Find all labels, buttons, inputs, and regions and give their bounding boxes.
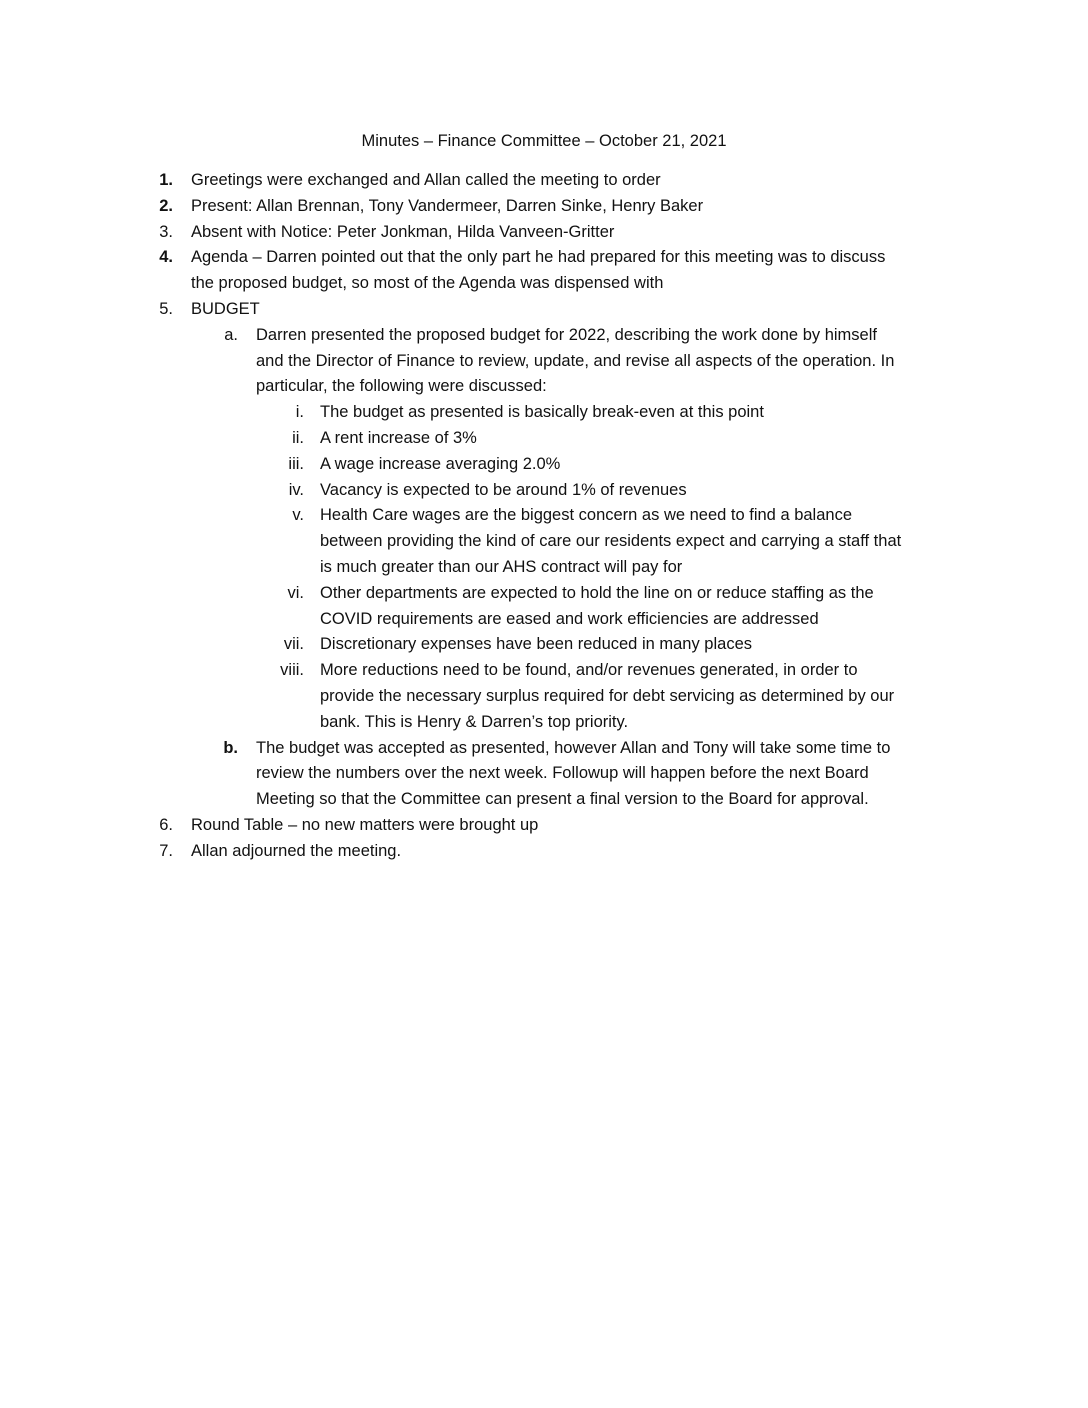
text-line: Health Care wages are the biggest concern as we need to find a balance	[320, 506, 853, 525]
list-text	[191, 813, 538, 839]
text-line: Absent with Notice: Peter Jonkman, Hilda Vanveen-Gritter	[191, 222, 615, 241]
list-number: 5.	[159, 299, 173, 318]
list-text	[256, 736, 890, 813]
sub-sub-list-item	[0, 452, 1088, 478]
list-number: 4.	[159, 248, 173, 267]
sub-sub-list-item	[0, 426, 1088, 452]
list-number: 7.	[159, 841, 173, 860]
list-text	[191, 839, 401, 865]
text-line: The budget as presented is basically break-even at this point	[320, 403, 764, 422]
minutes-list	[0, 168, 1088, 865]
text-line: provide the necessary surplus required for debt servicing as determined by our	[320, 686, 895, 705]
list-text	[320, 452, 560, 478]
list-text	[320, 581, 874, 633]
sub-sub-list-item	[0, 503, 1088, 580]
list-number: 6.	[159, 815, 173, 834]
sub-sub-list-item	[0, 400, 1088, 426]
list-number: 3.	[159, 222, 173, 241]
text-line: Discretionary expenses have been reduced in many places	[320, 635, 752, 654]
text-line: Darren presented the proposed budget for 2022, describing the work done by himself	[256, 325, 877, 344]
text-line: is much greater than our AHS contract will pay for	[320, 557, 683, 576]
list-text	[191, 245, 885, 297]
text-line: review the numbers over the next week. Followup will happen before the next Board	[256, 764, 869, 783]
sub-list-item	[0, 323, 1088, 400]
sub-sub-list-item	[0, 478, 1088, 504]
list-number: 1.	[159, 171, 173, 189]
list-item	[0, 220, 1088, 246]
list-text	[320, 400, 764, 426]
list-item	[0, 245, 1088, 297]
list-item	[0, 194, 1088, 220]
list-text	[320, 632, 752, 658]
text-line: Allan adjourned the meeting.	[191, 841, 402, 860]
text-line: Agenda – Darren pointed out that the only part he had prepared for this meeting was to discuss	[191, 248, 886, 267]
list-item	[0, 168, 1088, 194]
list-text	[320, 503, 901, 580]
list-roman: iv.	[288, 480, 304, 499]
text-line: BUDGET	[191, 299, 260, 318]
list-letter: b.	[223, 738, 238, 757]
text-line: Round Table – no new matters were brought up	[191, 815, 539, 834]
list-roman: ii.	[292, 428, 304, 447]
sub-sub-list-item	[0, 658, 1088, 735]
sub-sub-list-item	[0, 632, 1088, 658]
sub-list-item	[0, 736, 1088, 813]
text-line: and the Director of Finance to review, update, and revise all aspects of the operation. In	[256, 351, 895, 370]
list-item	[0, 297, 1088, 323]
list-item	[0, 839, 1088, 865]
list-number: 2.	[159, 196, 173, 215]
text-line: particular, the following were discussed:	[256, 377, 547, 396]
text-line: bank. This is Henry & Darren’s top priority.	[320, 712, 629, 731]
text-line: Vacancy is expected to be around 1% of revenues	[320, 480, 687, 499]
text-line: A wage increase averaging 2.0%	[320, 454, 561, 473]
page-title: Minutes – Finance Committee – October 21, 2021	[361, 132, 727, 150]
text-line: Meeting so that the Committee can present a final version to the Board for approval.	[256, 790, 869, 809]
list-roman: iii.	[288, 454, 304, 473]
text-line: The budget was accepted as presented, however Allan and Tony will take some time to	[256, 738, 891, 757]
text-line: between providing the kind of care our residents expect and carrying a staff that	[320, 532, 902, 551]
list-text	[191, 168, 661, 194]
list-roman: v.	[292, 506, 304, 525]
text-line: More reductions need to be found, and/or revenues generated, in order to	[320, 661, 858, 680]
text-line: Present: Allan Brennan, Tony Vandermeer, Darren Sinke, Henry Baker	[191, 196, 704, 215]
list-roman: vii.	[283, 635, 304, 654]
list-letter: a.	[224, 325, 238, 344]
list-item	[0, 813, 1088, 839]
list-text	[320, 658, 894, 735]
text-line: the proposed budget, so most of the Agenda was dispensed with	[191, 274, 664, 293]
list-text	[320, 478, 687, 504]
list-roman: vi.	[287, 583, 304, 602]
list-roman: viii.	[280, 661, 304, 680]
text-line: COVID requirements are eased and work efficiencies are addressed	[320, 609, 819, 628]
list-text	[191, 194, 703, 220]
text-line: A rent increase of 3%	[320, 428, 477, 447]
sub-sub-list-item	[0, 581, 1088, 633]
list-text	[256, 323, 894, 400]
text-line: Greetings were exchanged and Allan called the meeting to order	[191, 171, 661, 189]
list-roman: i.	[295, 403, 304, 422]
text-line: Other departments are expected to hold the line on or reduce staffing as the	[320, 583, 874, 602]
list-text	[191, 220, 614, 246]
list-text	[191, 297, 260, 323]
list-text	[320, 426, 477, 452]
